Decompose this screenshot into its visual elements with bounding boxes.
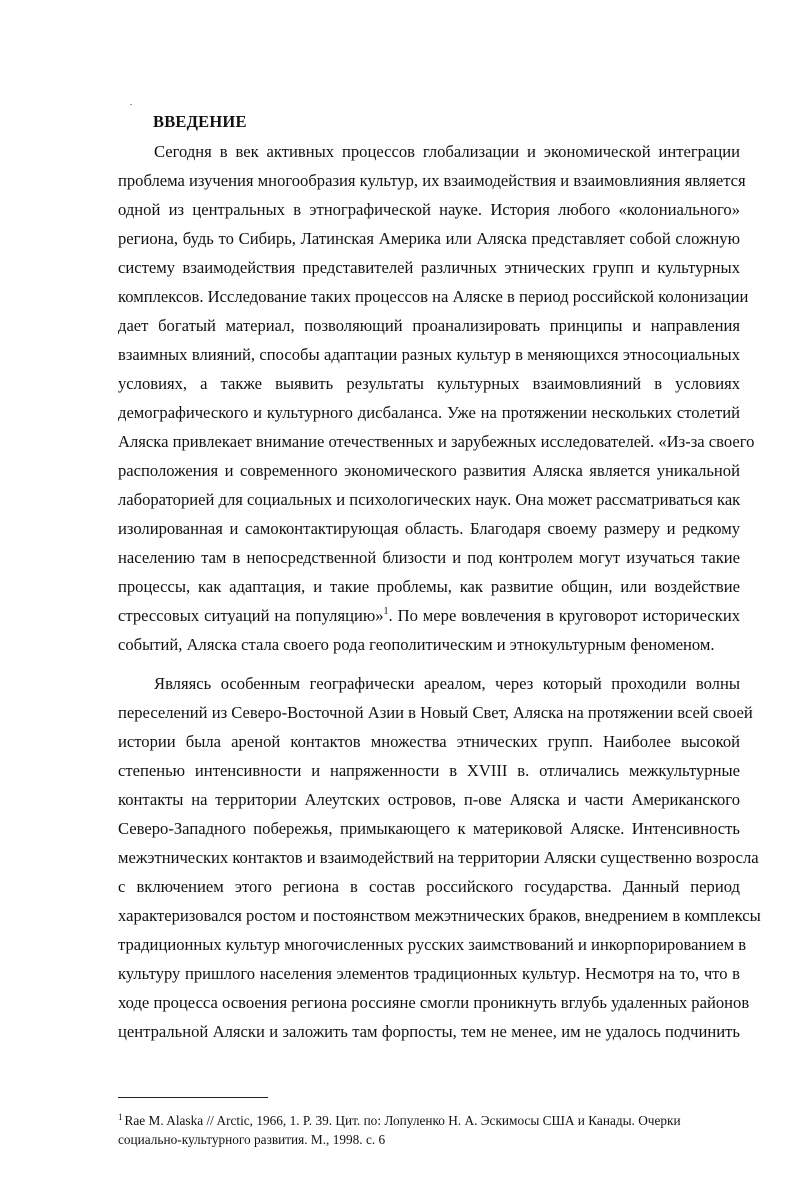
paragraph-2-line-4: степенью интенсивности и напряженности в XVIII в. отличались межкультурные xyxy=(118,761,740,780)
paragraph-2-line-12: ходе процесса освоения региона россияне смогли проникнуть вглубь удаленных районов xyxy=(118,993,750,1012)
paragraph-1-line-4: региона, будь то Сибирь, Латинская Америка или Аляска представляет собой сложную xyxy=(118,229,740,248)
paragraph-1-line-17 xyxy=(118,606,740,626)
paragraph-1-line-16: процессы, как адаптация, и такие проблемы, как развитие общин, или воздействие xyxy=(118,577,740,596)
paragraph-1-line-5: систему взаимодействия представителей различных этнических групп и культурных xyxy=(118,258,740,277)
paragraph-1-line-14: изолированная и самоконтактирующая область. Благодаря своему размеру и редкому xyxy=(118,519,740,538)
paragraph-1-line-8: взаимных влияний, способы адаптации разных культур в меняющихся этносоциальных xyxy=(118,345,740,364)
paragraph-1-line-18: событий, Аляска стала своего рода геополитическим и этнокультурным феноменом. xyxy=(118,635,715,654)
paragraph-2-line-5: контакты на территории Алеутских островов, п-ове Аляска и части Американского xyxy=(118,790,740,809)
paragraph-2-line-6: Северо-Западного побережья, примыкающего к материковой Аляске. Интенсивность xyxy=(118,819,740,838)
footnote-line-1 xyxy=(118,1113,738,1129)
footnote-divider xyxy=(118,1097,268,1098)
paragraph-1-line-11: Аляска привлекает внимание отечественных и зарубежных исследователей. «Из-за своего xyxy=(118,432,755,451)
scan-speck xyxy=(130,104,132,105)
line-17-text-before: стрессовых ситуаций на популяцию» xyxy=(118,606,384,625)
footnote-text-1: Rae M. Alaska // Arctic, 1966, 1. P. 39. Цит. по: Лопуленко Н. А. Эскимосы США и Канады. Очерки xyxy=(124,1113,681,1128)
footnote-number: 1 xyxy=(118,1112,123,1122)
paragraph-1-line-3: одной из центральных в этнографической науке. История любого «колониального» xyxy=(118,200,740,219)
paragraph-2-line-9: характеризовался ростом и постоянством межэтнических браков, внедрением в комплексы xyxy=(118,906,761,925)
paragraph-1-line-6: комплексов. Исследование таких процессов на Аляске в период российской колонизации xyxy=(118,287,749,306)
paragraph-1-line-2: проблема изучения многообразия культур, их взаимодействия и взаимовлияния является xyxy=(118,171,746,190)
footnote-line-2: социально-культурного развития. М., 1998. с. 6 xyxy=(118,1132,386,1147)
paragraph-2-line-10: традиционных культур многочисленных русских заимствований и инкорпорированием в xyxy=(118,935,747,954)
paragraph-1-line-7: дает богатый материал, позволяющий проанализировать принципы и направления xyxy=(118,316,740,335)
paragraph-2-line-11: культуру пришлого населения элементов традиционных культур. Несмотря на то, что в xyxy=(118,964,740,983)
paragraph-2-line-13: центральной Аляски и заложить там форпосты, тем не менее, им не удалось подчинить xyxy=(118,1022,740,1041)
paragraph-2-line-7: межэтнических контактов и взаимодействий на территории Аляски существенно возросла xyxy=(118,848,759,867)
paragraph-1-line-1: Сегодня в век активных процессов глобализации и экономической интеграции xyxy=(154,142,740,161)
paragraph-2-line-8: с включением этого региона в состав российского государства. Данный период xyxy=(118,877,740,896)
line-17-text-after: . По мере вовлечения в круговорот исторических xyxy=(388,606,740,625)
paragraph-1-line-15: населению там в непосредственной близости и под контролем могут изучаться такие xyxy=(118,548,740,567)
paragraph-2-line-1: Являясь особенным географически ареалом, через который проходили волны xyxy=(154,674,740,693)
paragraph-2-line-2: переселений из Северо-Восточной Азии в Новый Свет, Аляска на протяжении всей своей xyxy=(118,703,753,722)
paragraph-1-line-12: расположения и современного экономического развития Аляска является уникальной xyxy=(118,461,740,480)
section-heading: ВВЕДЕНИЕ xyxy=(153,112,247,131)
paragraph-2-line-3: истории была ареной контактов множества этнических групп. Наиболее высокой xyxy=(118,732,740,751)
paragraph-1-line-10: демографического и культурного дисбаланса. Уже на протяжении нескольких столетий xyxy=(118,403,740,422)
footnote-reference[interactable]: 1 xyxy=(383,606,389,617)
paragraph-1-line-9: условиях, а также выявить результаты культурных взаимовлияний в условиях xyxy=(118,374,740,393)
paragraph-1-line-13: лабораторией для социальных и психологических наук. Она может рассматриваться как xyxy=(118,490,741,509)
